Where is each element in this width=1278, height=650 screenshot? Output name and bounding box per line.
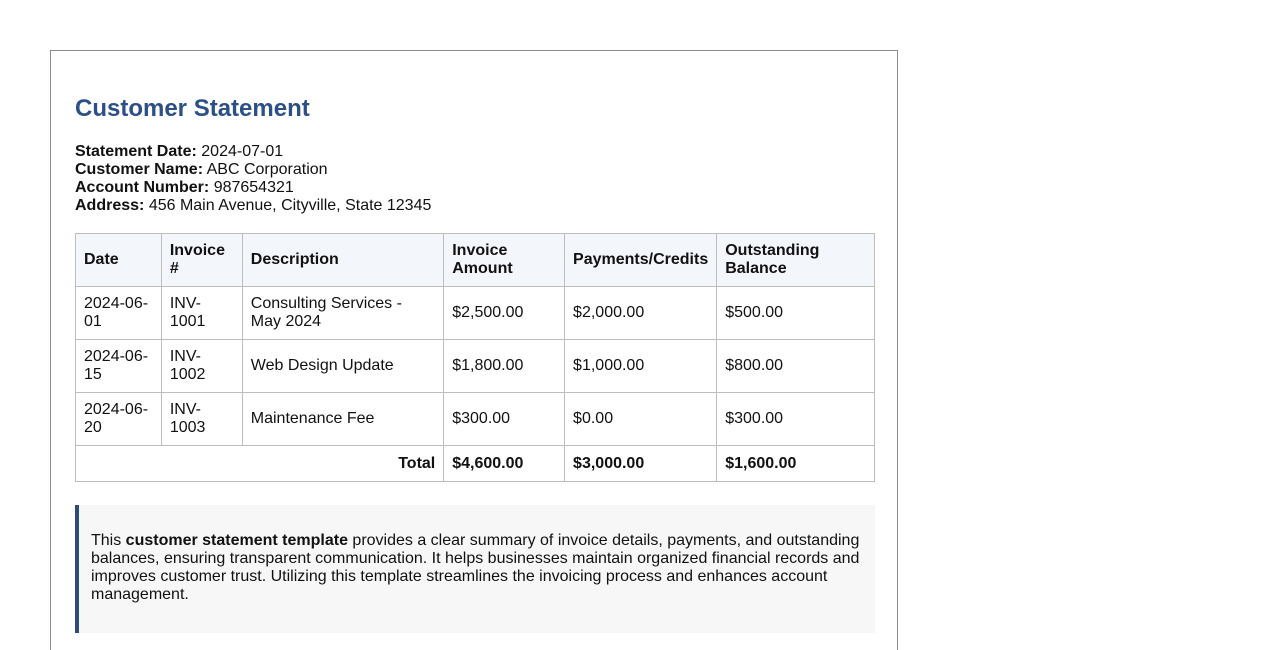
account-number-label: Account Number: [75,179,210,196]
account-number [75,179,431,197]
cell-date: 2024-06-15 [76,340,162,393]
total-label: Total [76,446,444,482]
statement-date [75,143,431,161]
customer-name-label: Customer Name: [75,161,204,178]
col-header-payments-credits: Payments/Credits [565,234,717,287]
statement-date-value: 2024-07-01 [201,143,284,160]
cell-invoice-amount: $300.00 [444,393,565,446]
total-payments-credits: $3,000.00 [565,446,717,482]
template-description-note [75,505,875,633]
note-highlight: customer statement template [125,532,348,549]
cell-outstanding-balance: $800.00 [717,340,875,393]
cell-payments-credits: $2,000.00 [565,287,717,340]
cell-date: 2024-06-01 [76,287,162,340]
address [75,197,431,215]
cell-invoice-amount: $2,500.00 [444,287,565,340]
cell-invoice-number: INV-1002 [161,340,242,393]
col-header-invoice-number: Invoice # [161,234,242,287]
note-prefix: This [91,532,126,549]
total-row [76,446,875,482]
note-body: provides a clear summary of invoice details, payments, and outstanding balances, ensuring transparent communication. It helps businesses maintain organized financial records and improves customer trust. Utilizing this template streamlines the invoicing process and enhances account management. [91,532,860,603]
cell-invoice-number: INV-1003 [161,393,242,446]
table-row [76,287,875,340]
cell-outstanding-balance: $300.00 [717,393,875,446]
table-row [76,340,875,393]
customer-name [75,161,431,179]
table-header-row [76,234,875,287]
cell-invoice-amount: $1,800.00 [444,340,565,393]
statement-details [75,143,431,215]
cell-payments-credits: $1,000.00 [565,340,717,393]
page-title: Customer Statement [75,95,310,122]
cell-invoice-number: INV-1001 [161,287,242,340]
cell-outstanding-balance: $500.00 [717,287,875,340]
cell-description: Web Design Update [242,340,443,393]
address-label: Address: [75,197,145,214]
cell-description: Consulting Services - May 2024 [242,287,443,340]
total-invoice-amount: $4,600.00 [444,446,565,482]
cell-payments-credits: $0.00 [565,393,717,446]
statement-page [50,50,898,650]
statement-date-label: Statement Date: [75,143,197,160]
col-header-date: Date [76,234,162,287]
table-row [76,393,875,446]
customer-name-value: ABC Corporation [206,161,328,178]
cell-description: Maintenance Fee [242,393,443,446]
account-number-value: 987654321 [213,179,294,196]
col-header-description: Description [242,234,443,287]
col-header-invoice-amount: Invoice Amount [444,234,565,287]
col-header-outstanding-balance: Outstanding Balance [717,234,875,287]
total-outstanding-balance: $1,600.00 [717,446,875,482]
address-value: 456 Main Avenue, Cityville, State 12345 [148,197,432,214]
cell-date: 2024-06-20 [76,393,162,446]
statement-table [75,233,875,482]
